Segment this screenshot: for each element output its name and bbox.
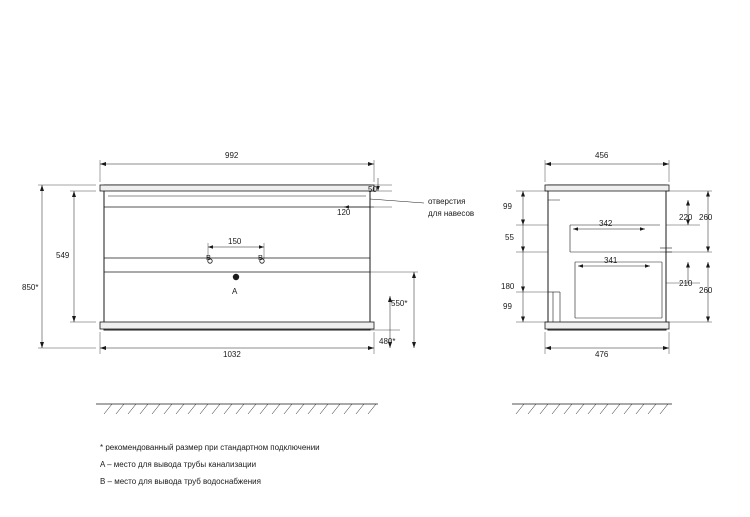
dim-front-top-width: 992 — [225, 151, 239, 160]
legend-line-2: A – место для вывода трубы канализации — [100, 460, 257, 469]
marker-b-right-label: B — [258, 253, 264, 262]
dim-side-top-width: 456 — [595, 151, 609, 160]
callout-hanger-holes-line2: для навесов — [428, 209, 475, 218]
dim-front-depth-550: 550* — [391, 299, 408, 308]
dim-side-210: 210 — [679, 279, 693, 288]
dim-side-260-bottom: 260 — [699, 286, 713, 295]
dim-side-180: 180 — [501, 282, 515, 291]
dim-front-body-height: 549 — [56, 251, 70, 260]
dim-front-top-band: 50 — [368, 185, 377, 194]
dim-side-260-top: 260 — [699, 213, 713, 222]
dim-front-bottom-width: 1032 — [223, 350, 241, 359]
dim-front-depth-480: 480* — [379, 337, 396, 346]
marker-b-left-label: B — [206, 253, 212, 262]
dim-side-bottom-width: 476 — [595, 350, 609, 359]
callout-hanger-holes-line1: отверстия — [428, 197, 466, 206]
dim-front-top-offset: 120 — [337, 208, 351, 217]
dim-side-99-bottom: 99 — [503, 302, 512, 311]
dim-front-inner-width: 150 — [228, 237, 242, 246]
marker-a-label: A — [232, 287, 238, 296]
dim-side-220: 220 — [679, 213, 693, 222]
dim-side-99-top: 99 — [503, 202, 512, 211]
legend-line-3: B – место для вывода труб водоснабжения — [100, 477, 261, 486]
legend-line-1: * рекомендованный размер при стандартном подключении — [100, 443, 320, 452]
dim-side-shelf-341: 341 — [604, 256, 618, 265]
dim-front-total-height: 850* — [22, 283, 39, 292]
dim-side-shelf-342: 342 — [599, 219, 613, 228]
dim-side-55: 55 — [505, 233, 514, 242]
